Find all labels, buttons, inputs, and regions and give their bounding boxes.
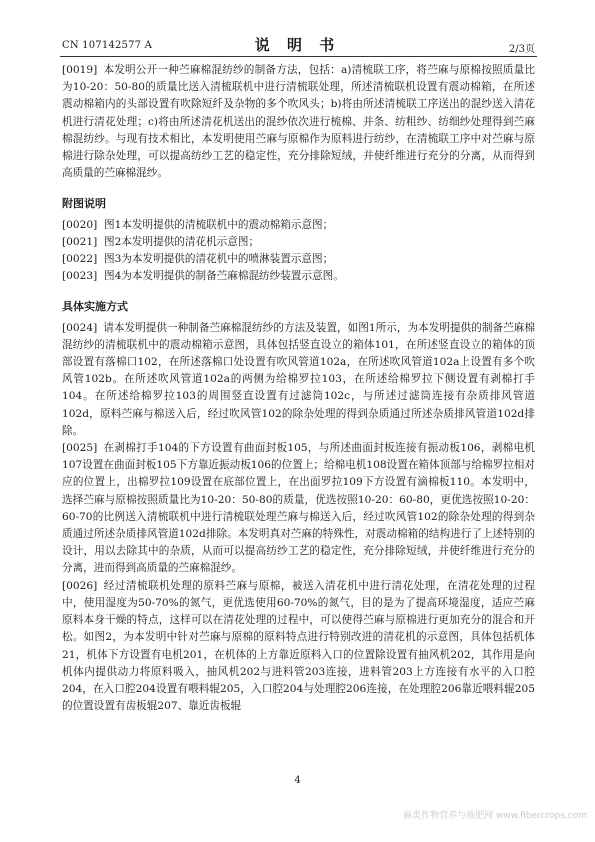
figure-description: 图4为本发明提供的制备苎麻棉混纺纱装置示意图。: [103, 270, 344, 283]
paragraph-text: 经过清梳联机处理的原料苎麻与原棉，被送入清花机中进行清花处理，在清花处理的过程中，使用湿度为50-70%的氮气，更优选使用60-70%的氮气，目的是为了提高环境湿度，适应苎麻原料本身干燥的特点，这样可以在清花处理的过程中，可以使得苎麻与原棉进行更加充分的混合和开松。如图2，为本发明中针对苎麻与原棉的原料特点进行特别改进的清花机的示意图，具体包括机体21，机体下方设置有电机201，在机体的上方靠近原料入口的位置除设置有抽风机202，其作用是向机体内提供动力将原料吸入，抽风机202与进料管203连接，进料管203上方连接有水平的入口腔204，在入口腔204设置有喂料辊205，入口腔204与处理腔206连接，在处理腔206靠近喂料辊205的位置设置有齿板辊207、靠近齿板辊: [62, 579, 535, 713]
section-heading-figures: 附图说明: [62, 197, 106, 211]
page-title: 说 明 书: [254, 36, 341, 54]
figure-item-0021: [62, 234, 535, 251]
document-number: CN 107142577 A: [62, 40, 153, 51]
paragraph-text: 本发明公开一种苎麻棉混纺纱的制备方法，包括：a)清梳联工序，将苎麻与原棉按照质量比为10-20：50-80的质量比送入清梳联机中进行清梳联处理，所述清梳联机设置有震动棉箱，在所述震动棉箱内的头部设置有吹除短纤及杂物的多个吹风头；b)将由所述清梳联工序送出的混纱送入清花机进行清花处理；c)将由所述清花机送出的混纱依次进行梳棉、并条、纺粗纱、纺细纱处理得到苎麻棉混纺纱。与现有技术相比，本发明使用苎麻与原棉作为原料进行纺纱，在清梳联工序中对苎麻与原棉进行除杂处理，可以提高纺纱工艺的稳定性，充分排除短绒，并使纤维进行充分的分离，从而得到高质量的苎麻棉混纱。: [62, 64, 535, 180]
document-body: [62, 62, 535, 715]
figure-item-0022: [62, 251, 535, 268]
paragraph-number: [0026]: [62, 579, 98, 592]
page-number: 4: [294, 775, 301, 786]
paragraph-number: [0021]: [62, 235, 98, 248]
section-heading-embodiment: 具体实施方式: [62, 300, 128, 314]
figure-description: 图3为本发明提供的清花机中的喷淋装置示意图；: [103, 253, 334, 266]
paragraph-number: [0019]: [62, 64, 98, 76]
paragraph-number: [0025]: [62, 442, 98, 455]
paragraph-number: [0024]: [62, 321, 98, 334]
paragraph-text: 在剥棉打手104的下方设置有曲面封板105，与所述曲面封板连接有振动板106，剥棉电机107设置在曲面封板105下方靠近振动板106的位置上；给棉电机108设置在箱体顶部与给棉罗拉相对应的位置上，出棉罗拉109设置在底部位置上，在出面罗拉109下方设置有滴棉板110。本发明中，选择苎麻与原棉按照质量比为10-20：50-80的质量，优选按照10-20：60-80，更优选按照10-20：60-70的比例送入清梳联机中进行清梳联处理苎麻与棉送入后，经过吹风管102的除杂处理的得到杂质通过所述杂质排风管道102d排除。本发明真对苎麻的特殊性，对震动棉箱的结构进行了上述特别的设计，用以去除其中的杂质，从而可以提高纺纱工艺的稳定性，充分排除短绒，并使纤维进行充分的分离，进而得到高质量的苎麻棉混纱。: [62, 442, 535, 575]
paragraph-0025: [62, 440, 535, 578]
paragraph-number: [0023]: [62, 270, 98, 283]
page-indicator: 2/3页: [508, 44, 535, 55]
paragraph-text: 请本发明提供一种制备苎麻棉混纺纱的方法及装置，如图1所示，为本发明提供的制备苎麻棉混纺纱的清梳联机中的震动棉箱示意图，具体包括竖直设立的箱体101，在所述竖直设立的箱体的顶部设置有落棉口102，在所述落棉口处设置有吹风管道102a，在所述吹风管道102a上设置有多个吹风管102b。在所述吹风管道102a的两侧为给棉罗拉103，在所述给棉罗拉下侧设置有剥棉打手104。在所述给棉罗拉103的周围竖直设置有过滤筒102c，与所述过滤筒连接有杂质排风管道102d，原料苎麻与棉送入后，经过吹风管102的除杂处理的得到杂质通过所述杂质排风管道102d排除。: [62, 321, 535, 437]
watermark: 麻类作物营养与施肥网 www.fibercrops.com: [403, 811, 587, 821]
figure-description: 图1本发明提供的清梳联机中的震动棉箱示意图；: [103, 218, 334, 231]
paragraph-0024: [62, 320, 535, 440]
paragraph-0019: [62, 62, 535, 182]
header-divider: [60, 56, 537, 57]
paragraph-0026: [62, 578, 535, 716]
paragraph-number: [0022]: [62, 253, 98, 266]
figure-description: 图2本发明提供的清花机示意图；: [103, 235, 260, 248]
paragraph-number: [0020]: [62, 218, 98, 231]
figure-item-0020: [62, 217, 535, 234]
figure-item-0023: [62, 268, 535, 285]
